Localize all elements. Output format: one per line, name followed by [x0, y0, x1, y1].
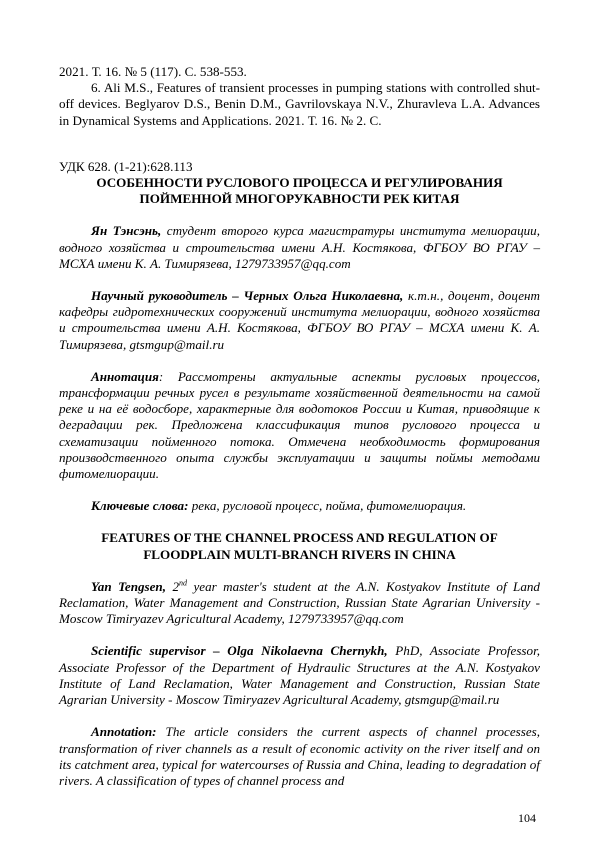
author-en-desc: year master's student at the A.N. Kostyakov Institute of Land Reclamation, Water Management and Construction, Russian State Agrarian University - Moscow Timiryazev Agricultural Academy, 1279733957@qq.com [59, 578, 540, 627]
title-en: FEATURES OF THE CHANNEL PROCESS AND REGULATION OF FLOODPLAIN MULTI-BRANCH RIVERS IN CHINA [101, 530, 498, 562]
author-en [59, 579, 540, 628]
spacer [59, 207, 540, 223]
udk-code: УДК 628. (1-21):628.113 [59, 158, 193, 174]
supervisor-en-desc: PhD, Associate Professor, Associate Professor of the Department of Hydraulic Structures at the A.N. Kostyakov Institute of Land Reclamation, Water Management and Construction, Russian State Agrarian University - Moscow Timiryazev Agricultural Academy, gtsmgup@mail.ru [59, 643, 540, 708]
author-en-num: 2 [165, 578, 179, 594]
page-number: 104 [518, 811, 536, 825]
keywords-ru-text: река, русловой процесс, пойма, фитомелиорация. [188, 498, 467, 514]
keywords-ru-label: Ключевые слова: [91, 498, 189, 514]
supervisor-en [59, 643, 540, 708]
abstract-ru-label: Аннотация [91, 368, 159, 384]
author-en-name: Yan Tengsen, [91, 578, 166, 594]
reference-5-tail: 2021. Т. 16. № 5 (117). С. 538-553. [59, 64, 247, 79]
page-body [59, 64, 540, 789]
abstract-en [59, 724, 540, 789]
spacer [59, 563, 540, 579]
spacer [59, 514, 540, 530]
abstract-en-label: Annotation: [91, 724, 157, 740]
spacer [59, 627, 540, 643]
author-ru-name: Ян Тэнсэнь, [91, 223, 162, 239]
abstract-ru [59, 369, 540, 482]
abstract-en-text: The article considers the current aspects of channel processes, transformation of river channels as a result of economic activity on the river itself and on its catchment area, typical for watercourses of Russia and China, leading to degradation of rivers. A classification of types of channel process and [59, 724, 540, 788]
title-ru: ОСОБЕННОСТИ РУСЛОВОГО ПРОЦЕССА И РЕГУЛИРОВАНИЯ ПОЙМЕННОЙ МНОГОРУКАВНОСТИ РЕК КИТАЯ [96, 175, 503, 207]
spacer [59, 353, 540, 369]
spacer [59, 482, 540, 498]
spacer [59, 708, 540, 724]
abstract-ru-text: : Рассмотрены актуальные аспекты русловых процессов, трансформации речных русел в результате хозяйственной деятельности на самой реке и на её водосборе, характерные для водотоков России и Китая, приводящие к деградации рек. Предложена классификация типов руслового процесса и схематизации пойменного потока. Отмечена необходимость формирования производственного опыта службы эксплуатации и защиты поймы методами фитомелиорации. [59, 368, 540, 482]
supervisor-ru-name: Научный руководитель – Черных Ольга Николаевна, [91, 288, 404, 304]
author-ru-desc: студент второго курса магистратуры института мелиорации, водного хозяйства и строительства имени А.Н. Костякова, ФГБОУ ВО РГАУ – МСХА имени К. А. Тимирязева, 1279733957@qq.com [59, 223, 540, 271]
supervisor-ru [59, 288, 540, 353]
author-ru [59, 223, 540, 272]
reference-6: 6. Ali M.S., Features of transient processes in pumping stations with controlled shut-off devices. Beglyarov D.S., Benin D.M., Gavrilovskaya N.V., Zhuravleva L.A. Advances in Dynamical Systems and Applications. 2021. Т. 16. № 2. С. [59, 80, 540, 128]
spacer [59, 129, 540, 159]
keywords-ru [59, 498, 540, 514]
spacer [59, 272, 540, 288]
supervisor-en-name: Scientific supervisor – Olga Nikolaevna Chernykh, [91, 643, 388, 659]
supervisor-ru-desc: к.т.н., доцент, доцент кафедры гидротехнических сооружений института мелиорации, водного хозяйства и строительства имени А.Н. Костякова, ФГБОУ ВО РГАУ – МСХА имени К. А. Тимирязева, gtsmgup@mail.ru [59, 288, 540, 352]
author-en-sup: nd [179, 578, 187, 588]
